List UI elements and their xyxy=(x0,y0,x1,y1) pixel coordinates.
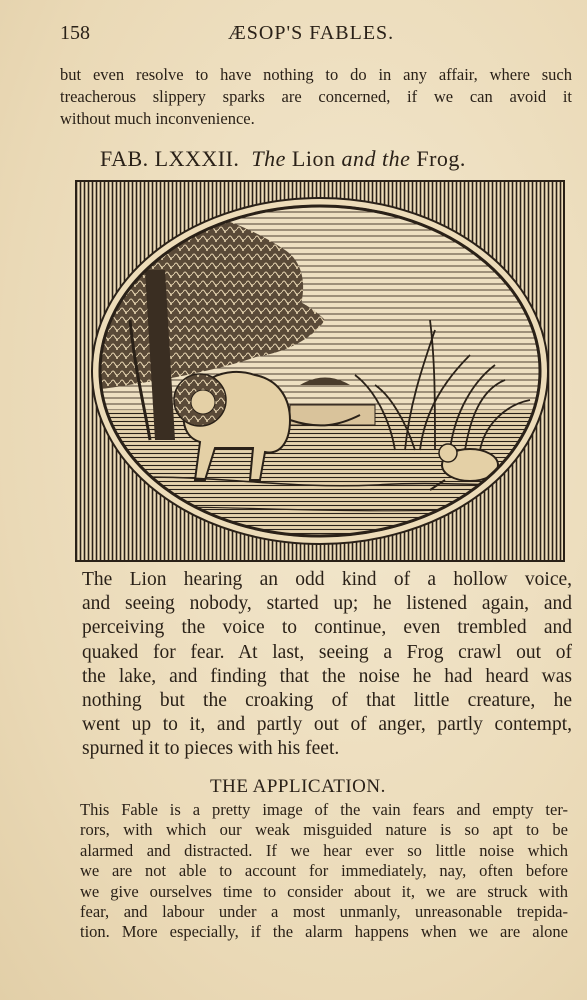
text-line: without much inconvenience. xyxy=(60,109,255,128)
fable-title xyxy=(100,146,466,172)
application-text xyxy=(80,800,568,943)
text-line: spurned it to pieces with his feet. xyxy=(82,738,340,760)
fable-number: FAB. LXXXII. xyxy=(100,146,240,171)
text-line: The Lion hearing an odd kind of a hollow voice, xyxy=(82,569,572,590)
text-line: treacherous slippery sparks are concerned, if we can avoid it xyxy=(60,87,572,106)
text-line: and seeing nobody, started up; he listened again, and xyxy=(82,593,572,615)
text-line: we give ourselves time to consider about it, we are struck with xyxy=(80,881,568,901)
text-line: This Fable is a pretty image of the vain fears and empty ter- xyxy=(80,800,568,819)
page-header xyxy=(60,22,567,48)
text-line: rors, with which our weak misguided nature is so apt to be xyxy=(80,820,568,840)
fable-title-word: and xyxy=(341,146,376,171)
fable-title-word: the xyxy=(381,146,411,171)
woodcut-illustration xyxy=(75,180,565,562)
text-line: perceiving the voice to continue, even trembled and xyxy=(82,617,572,639)
text-line: the lake, and finding that the noise he had heard was xyxy=(82,665,572,687)
application-heading: THE APPLICATION. xyxy=(210,776,386,797)
text-line: quaked for fear. At last, seeing a Frog crawl out of xyxy=(82,641,572,663)
text-line: we are not able to account for immediately, nay, often before xyxy=(80,861,568,881)
text-line: nothing but the croaking of that little creature, he xyxy=(82,690,572,712)
fable-title-word: Lion xyxy=(291,146,336,171)
fable-title-word: The xyxy=(251,146,286,171)
page-number: 158 xyxy=(60,22,90,44)
intro-paragraph xyxy=(60,64,572,130)
text-line: but even resolve to have nothing to do in any affair, where such xyxy=(60,65,572,84)
running-head: ÆSOP'S FABLES. xyxy=(228,22,395,44)
text-line: alarmed and distracted. If we hear ever so little noise which xyxy=(80,840,568,860)
text-line: went up to it, and partly out of anger, partly contempt, xyxy=(82,714,572,736)
text-line: fear, and labour under a most unmanly, unreasonable trepida- xyxy=(80,902,568,922)
text-line: tion. More especially, if the alarm happens when we are alone xyxy=(80,922,568,942)
fable-text xyxy=(82,568,572,762)
fable-title-word: Frog. xyxy=(416,146,466,171)
